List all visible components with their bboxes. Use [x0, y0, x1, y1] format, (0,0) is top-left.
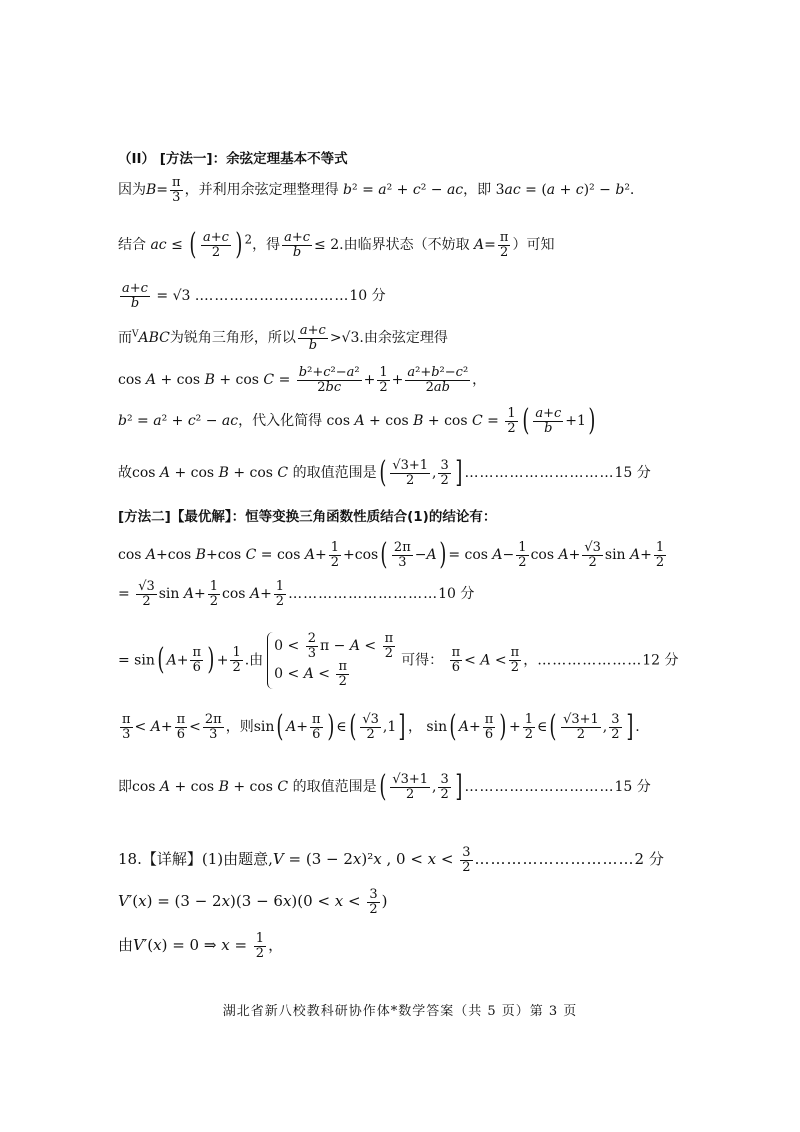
q18-line1: 18.【详解】(1)由题意,V = (3 − 2x)²x , 0 < x < $\frac{3}{2}$ …………………………2 分 [118, 845, 664, 875]
method1-line2: 结合 ac ≤ ( $\frac{a+c}{2}$ ) $^2$，得 $\frac{a+c}{b}$ ≤ 2.由临界状态（不妨取 A= $\frac{\pi}{2}$ ）可知 [118, 227, 555, 262]
method2-line3: = sin( A+ $\frac{\pi}{6}$ ) + $\frac{1}{2}$ .由 0 < $\frac{2}{3}$ π − A < $\frac{\pi}{2}$ 0 < A < $\frac{\pi}{2}$ 可得： $\frac{\pi}{6}$ < A < $\frac{\pi}{2}$ ，…………………12 分 [118, 631, 679, 689]
q18-line3: 由V′(x) = 0 ⇒ x = $\frac{1}{2}$ ， [118, 931, 284, 961]
method1-line4: 而$^V$ABC为锐角三角形，所以 $\frac{a+c}{b}$ >√3.由余弦定理得 [118, 323, 448, 353]
method2-line1: cos A+cos B+cos C = cos A+ $\frac{1}{2}$ +cos( $\frac{2\pi}{3}$ −A) = cos A− $\frac{1}{2}$ cos A+ $\frac{√3}{2}$ sin A+ $\frac{1}{2}$ [118, 537, 665, 572]
method1-line7: 故cos A + cos B + cos C 的取值范围是( $\frac{√3+1}{2}$ , $\frac{3}{2}$ ] …………………………15 分 [118, 455, 651, 490]
q18-line2: V′(x) = (3 − 2x)(3 − 6x)(0 < x < $\frac{3}{2}$ ) [118, 887, 388, 917]
method2-line2: = $\frac{√3}{2}$ sin A+ $\frac{1}{2}$ cos A+ $\frac{1}{2}$ …………………………10 分 [118, 579, 475, 609]
method1-line5: cos A + cos B + cos C = $\frac{\text{b²+c²−a²}}{2bc}$ + $\frac{1}{2}$ + $\frac{\text{a²+b²−c²}}{2ab}$ ， [118, 365, 487, 395]
method2-line5: 即cos A + cos B + cos C 的取值范围是( $\frac{√3+1}{2}$ , $\frac{3}{2}$ ] …………………………15 分 [118, 769, 651, 804]
page-footer: 湖北省新八校教科研协作体*数学答案（共 5 页）第 3 页 [222, 1004, 578, 1019]
part2-heading: （II） [方法一]：余弦定理基本不等式 [118, 151, 348, 167]
inequality-system: 0 < $\frac{2}{3}$ π − A < $\frac{\pi}{2}$ 0 < A < $\frac{\pi}{2}$ [267, 632, 397, 689]
method2-line4: $\frac{\pi}{3}$ < A+ $\frac{\pi}{6}$ < $\frac{2\pi}{3}$ ，则sin( A+ $\frac{\pi}{6}$ ) ∈( $\frac{√3}{2}$ ,1] ， sin( A+ $\frac{\pi}{6}$ ) + $\frac{1}{2}$ ∈( $\frac{√3+1}{2}$ , $\frac{3}{2}$ ] . [122, 709, 640, 744]
method1-line3: $\frac{a+c}{b}$ = √3 .…………………………10 分 [122, 281, 386, 311]
method1-line6: b² = a² + c² − ac，代入化简得 cos A + cos B + cos C = $\frac{1}{2}$ ( $\frac{a+c}{b}$ +1) [118, 403, 596, 438]
method1-line1: 因为B= $\frac{\pi}{3}$ ，并利用余弦定理整理得 b² = a² + c² − ac，即 3ac = (a + c)² − b². [118, 175, 635, 205]
method2-heading: [方法二]【最优解】：恒等变换三角函数性质结合(1)的结论有： [118, 509, 497, 525]
